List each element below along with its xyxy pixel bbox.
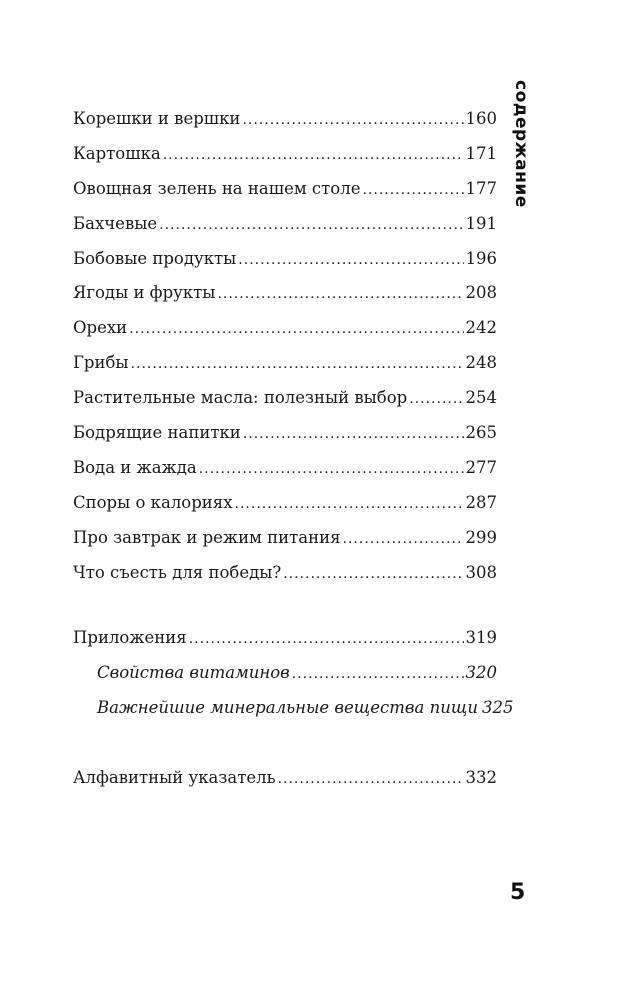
dot-leader [243, 419, 464, 449]
toc-entry-page: 287 [465, 492, 497, 512]
section-title: содержание [511, 80, 531, 208]
toc-entry[interactable] [73, 418, 497, 453]
toc-appendix-list [73, 623, 514, 728]
toc-entry[interactable] [73, 139, 497, 174]
toc-entry-title: Алфавитный указатель [73, 768, 276, 787]
toc-entry-page: 208 [465, 283, 497, 303]
toc-entry-title: Бобовые продукты [73, 248, 237, 268]
toc-subentry-page: 325 [482, 697, 514, 717]
toc-entry[interactable] [73, 453, 497, 488]
toc-entry-title: Ягоды и фрукты [73, 283, 216, 303]
toc-entry-title: Про завтрак и режим питания [73, 527, 341, 547]
dot-leader [362, 175, 463, 205]
toc-entry-page: 299 [465, 527, 497, 547]
page-number: 5 [510, 880, 526, 905]
toc-entry-page: 308 [465, 562, 497, 582]
toc-entry-page: 332 [465, 768, 497, 787]
toc-subentry-title: Важнейшие минеральные вещества пищи [97, 697, 479, 717]
toc-entry[interactable] [73, 348, 497, 383]
toc-entry-title: Картошка [73, 143, 161, 163]
toc-entry-page: 242 [465, 318, 497, 338]
toc-entry[interactable] [73, 244, 497, 279]
dot-leader [292, 659, 464, 689]
toc-main-list [73, 104, 497, 592]
toc-entry[interactable] [73, 209, 497, 244]
dot-leader [129, 314, 463, 344]
toc-entry[interactable] [73, 383, 497, 418]
toc-subentry[interactable] [73, 658, 497, 693]
toc-entry-title: Бахчевые [73, 213, 158, 233]
toc-entry-index[interactable] [73, 763, 497, 798]
toc-entry-page: 171 [465, 143, 497, 163]
toc-entry-title: Грибы [73, 353, 129, 373]
toc-entry[interactable] [73, 523, 497, 558]
dot-leader [283, 559, 463, 589]
toc-index-list [73, 763, 497, 798]
toc-subentry-title: Свойства витаминов [97, 662, 290, 682]
dot-leader [409, 384, 463, 414]
toc-entry[interactable] [73, 104, 497, 139]
toc-entry-appendix[interactable] [73, 623, 497, 658]
dot-leader [131, 349, 464, 379]
toc-entry-title: Орехи [73, 318, 128, 338]
toc-entry-page: 196 [465, 248, 497, 268]
toc-entry-title: Корешки и вершки [73, 109, 241, 128]
dot-leader [343, 524, 464, 554]
toc-entry-title: Споры о калориях [73, 492, 233, 512]
toc-entry-title: Бодрящие напитки [73, 423, 241, 443]
toc-entry-page: 160 [465, 109, 497, 128]
dot-leader [163, 140, 464, 170]
toc-entry-title: Растительные масла: полезный выбор [73, 388, 408, 408]
toc-entry[interactable] [73, 174, 497, 209]
dot-leader [217, 279, 463, 309]
toc-entry-page: 277 [465, 457, 497, 477]
dot-leader [242, 105, 463, 135]
toc-subentry-page: 320 [465, 662, 497, 682]
toc-entry-page: 319 [465, 628, 497, 647]
dot-leader [235, 489, 464, 519]
toc-entry-page: 254 [465, 388, 497, 408]
toc-entry-page: 265 [465, 423, 497, 443]
toc-entry[interactable] [73, 558, 497, 593]
toc-entry-page: 248 [465, 353, 497, 373]
toc-entry[interactable] [73, 278, 497, 313]
toc-entry-title: Что съесть для победы? [73, 562, 282, 582]
toc-entry[interactable] [73, 313, 497, 348]
dot-leader [278, 764, 464, 794]
toc-entry-page: 191 [465, 213, 497, 233]
toc-entry-title: Вода и жажда [73, 457, 197, 477]
dot-leader [199, 454, 464, 484]
dot-leader [238, 245, 463, 275]
toc-entry[interactable] [73, 488, 497, 523]
toc-entry-title: Приложения [73, 628, 187, 647]
dot-leader [189, 624, 464, 654]
dot-leader [159, 210, 463, 240]
toc-subentry[interactable] [73, 693, 514, 728]
toc-entry-page: 177 [465, 178, 497, 198]
toc-entry-title: Овощная зелень на нашем столе [73, 178, 361, 198]
